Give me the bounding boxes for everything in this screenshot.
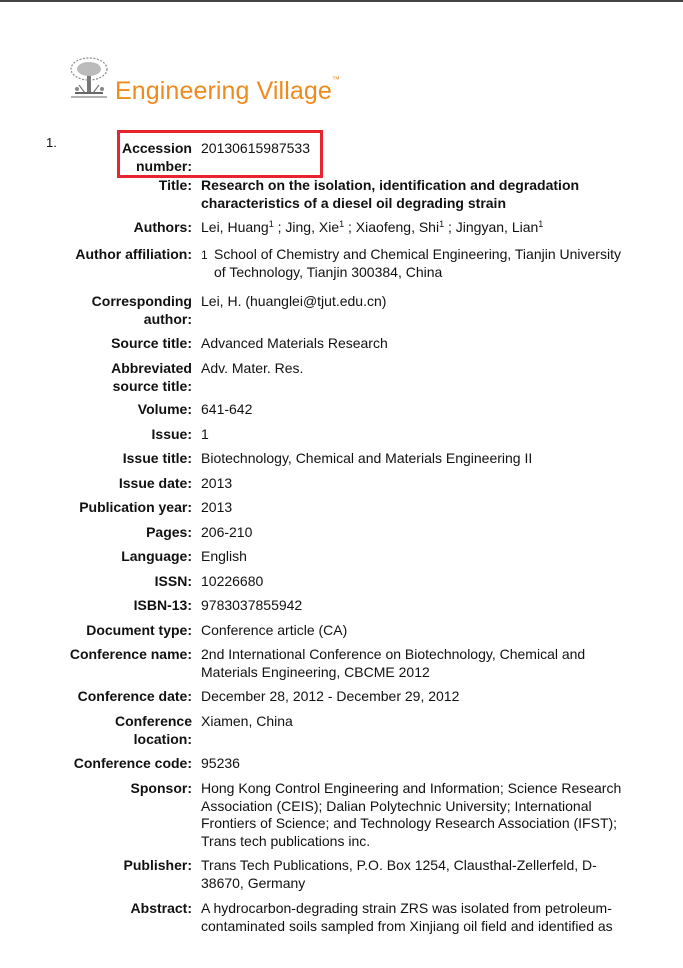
pub-year-label: Publication year: <box>79 499 192 515</box>
volume-label: Volume: <box>137 401 192 417</box>
sponsor-value: Hong Kong Control Engineering and Information; Science Research Association (CEIS); Dalian Polytechnic University; International Frontiers of Science; and Technology Research Association (IFST); Trans tech publications inc. <box>201 780 622 849</box>
issn-label: ISSN: <box>154 573 192 589</box>
corresponding-label: Corresponding author: <box>91 293 192 327</box>
brand-name: Engineering Village™ <box>115 75 340 105</box>
conf-date-label: Conference date: <box>77 688 192 704</box>
authors-label: Authors: <box>133 219 192 235</box>
isbn-label: ISBN-13: <box>133 597 192 613</box>
pages-value: 206-210 <box>201 524 253 540</box>
doc-type-value: Conference article (CA) <box>201 622 348 638</box>
affiliation-label: Author affiliation: <box>75 246 192 262</box>
top-border <box>0 0 683 2</box>
pub-year-value: 2013 <box>201 499 233 515</box>
accession-label: Accession number: <box>121 140 192 174</box>
issue-value: 1 <box>201 426 209 442</box>
conf-name-value: 2nd International Conference on Biotechnology, Chemical and Materials Engineering, CBCME 2012 <box>201 646 586 680</box>
conf-loc-value: Xiamen, China <box>201 713 293 729</box>
issue-label: Issue: <box>151 426 192 442</box>
authors-value: Lei, Huang$^1$ ; Jing, Xie$^1$ ; Xiaofeng, Shi$^1$ ; Jingyan, Lian$^1$ <box>201 219 544 235</box>
conf-name-label: Conference name: <box>69 646 192 662</box>
issue-title-label: Issue title: <box>122 450 192 466</box>
conf-date-value: December 28, 2012 - December 29, 2012 <box>201 688 460 704</box>
author: Jingyan, Lian <box>455 219 539 235</box>
abbrev-value: Adv. Mater. Res. <box>201 360 304 376</box>
publisher-value: Trans Tech Publications, P.O. Box 1254, Clausthal-Zellerfeld, D- 38670, Germany <box>201 857 597 891</box>
affiliation-value: 1 School of Chemistry and Chemical Engineering, Tianjin University of Technology, Tianjin 300384, China <box>201 246 621 280</box>
accession-highlight-box <box>117 130 323 178</box>
conf-loc-label: Conference location: <box>114 713 192 747</box>
author: Jing, Xie <box>285 219 340 235</box>
record-number: 1. <box>46 135 57 150</box>
source-title-label: Source title: <box>111 335 192 351</box>
sponsor-label: Sponsor: <box>130 780 192 796</box>
language-value: English <box>201 548 247 564</box>
issue-title-value: Biotechnology, Chemical and Materials Engineering II <box>201 450 533 466</box>
accession-value: 20130615987533 <box>201 140 311 156</box>
isbn-value: 9783037855942 <box>201 597 303 613</box>
elsevier-tree-icon <box>65 55 113 99</box>
abstract-label: Abstract: <box>130 900 192 916</box>
author: Xiaofeng, Shi <box>355 219 440 235</box>
language-label: Language: <box>121 548 192 564</box>
conf-code-value: 95236 <box>201 755 240 771</box>
affiliation-number: 1 <box>201 248 208 262</box>
abbrev-label: Abbreviated source title: <box>111 360 192 394</box>
title-label: Title: <box>158 177 192 193</box>
issn-value: 10226680 <box>201 573 264 589</box>
issue-date-value: 2013 <box>201 475 233 491</box>
corresponding-value: Lei, H. (huanglei@tjut.edu.cn) <box>201 293 387 309</box>
issue-date-label: Issue date: <box>118 475 192 491</box>
source-title-value: Advanced Materials Research <box>201 335 388 351</box>
volume-value: 641-642 <box>201 401 253 417</box>
abstract-value: A hydrocarbon-degrading strain ZRS was isolated from petroleum- contaminated soils sampled from Xinjiang oil field and identified as <box>201 900 613 934</box>
author: Lei, Huang <box>201 219 269 235</box>
title-value: Research on the isolation, identification and degradation characteristics of a diesel oil degrading strain <box>201 177 580 211</box>
pages-label: Pages: <box>146 524 192 540</box>
conf-code-label: Conference code: <box>73 755 192 771</box>
publisher-label: Publisher: <box>123 857 192 873</box>
doc-type-label: Document type: <box>86 622 192 638</box>
